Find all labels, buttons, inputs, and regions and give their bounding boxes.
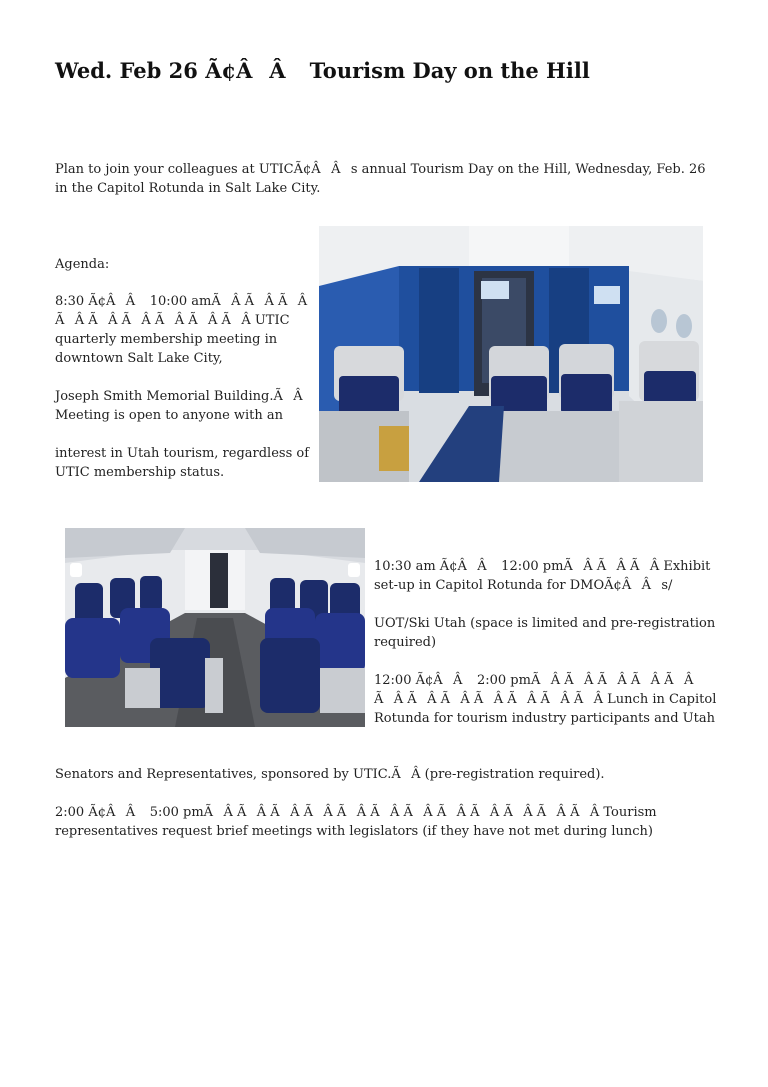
cabin-photo-2 xyxy=(65,528,365,727)
agenda-left-column xyxy=(55,292,315,501)
agenda-item-legislator-meetings: 2:00 Ã¢ÂÂ 5:00 pmÃÂ ÃÂ ÃÂ ÃÂ ÃÂ ÃÂ ÃÂ ÃÂ ÃÂ ÃÂ ÃÂ ÃÂ Tourism representatives request brief meetings with legislators (if they have not met during lunch) xyxy=(55,805,657,839)
agenda-item-exhibit: 10:30 am Ã¢ÂÂ 12:00 pmÃÂ ÃÂ ÃÂ Exhibit set-up in Capitol Rotunda for DMOÃ¢ÂÂs/ xyxy=(374,559,711,593)
intro-paragraph: Plan to join your colleagues at UTICÃ¢ÂÂs annual Tourism Day on the Hill, Wednesday, Feb. 26 in the Capitol Rotunda in Salt Lake City. xyxy=(55,162,706,196)
agenda-item-meeting: 8:30 Ã¢ÂÂ 10:00 amÃÂ ÃÂ ÃÂ ÃÂ ÃÂ ÃÂ ÃÂ ÃÂ ÃÂ UTIC quarterly membership meeting in downtown Salt Lake City, xyxy=(55,294,308,366)
page-title: Wed. Feb 26 Ã¢ÂÂ Tourism Day on the Hill xyxy=(55,58,590,83)
agenda-item-lunch-sponsor: Senators and Representatives, sponsored by UTIC.ÃÂ (pre-registration required). xyxy=(55,767,605,782)
agenda-item-location: Joseph Smith Memorial Building.ÃÂ Meeting is open to anyone with an xyxy=(55,389,303,423)
agenda-item-exhibit-note: UOT/Ski Utah (space is limited and pre-registration required) xyxy=(374,616,716,650)
cabin-photo-1 xyxy=(319,226,703,482)
agenda-right-column xyxy=(374,557,719,747)
agenda-item-eligibility: interest in Utah tourism, regardless of UTIC membership status. xyxy=(55,446,310,480)
agenda-item-lunch: 12:00 Ã¢ÂÂ 2:00 pmÃÂ ÃÂ ÃÂ ÃÂ ÃÂ ÃÂ ÃÂ ÃÂ ÃÂ ÃÂ ÃÂ ÃÂ Lunch in Capitol Rotunda for tourism industry participants and Utah xyxy=(374,673,717,726)
agenda-label: Agenda: xyxy=(55,257,110,272)
